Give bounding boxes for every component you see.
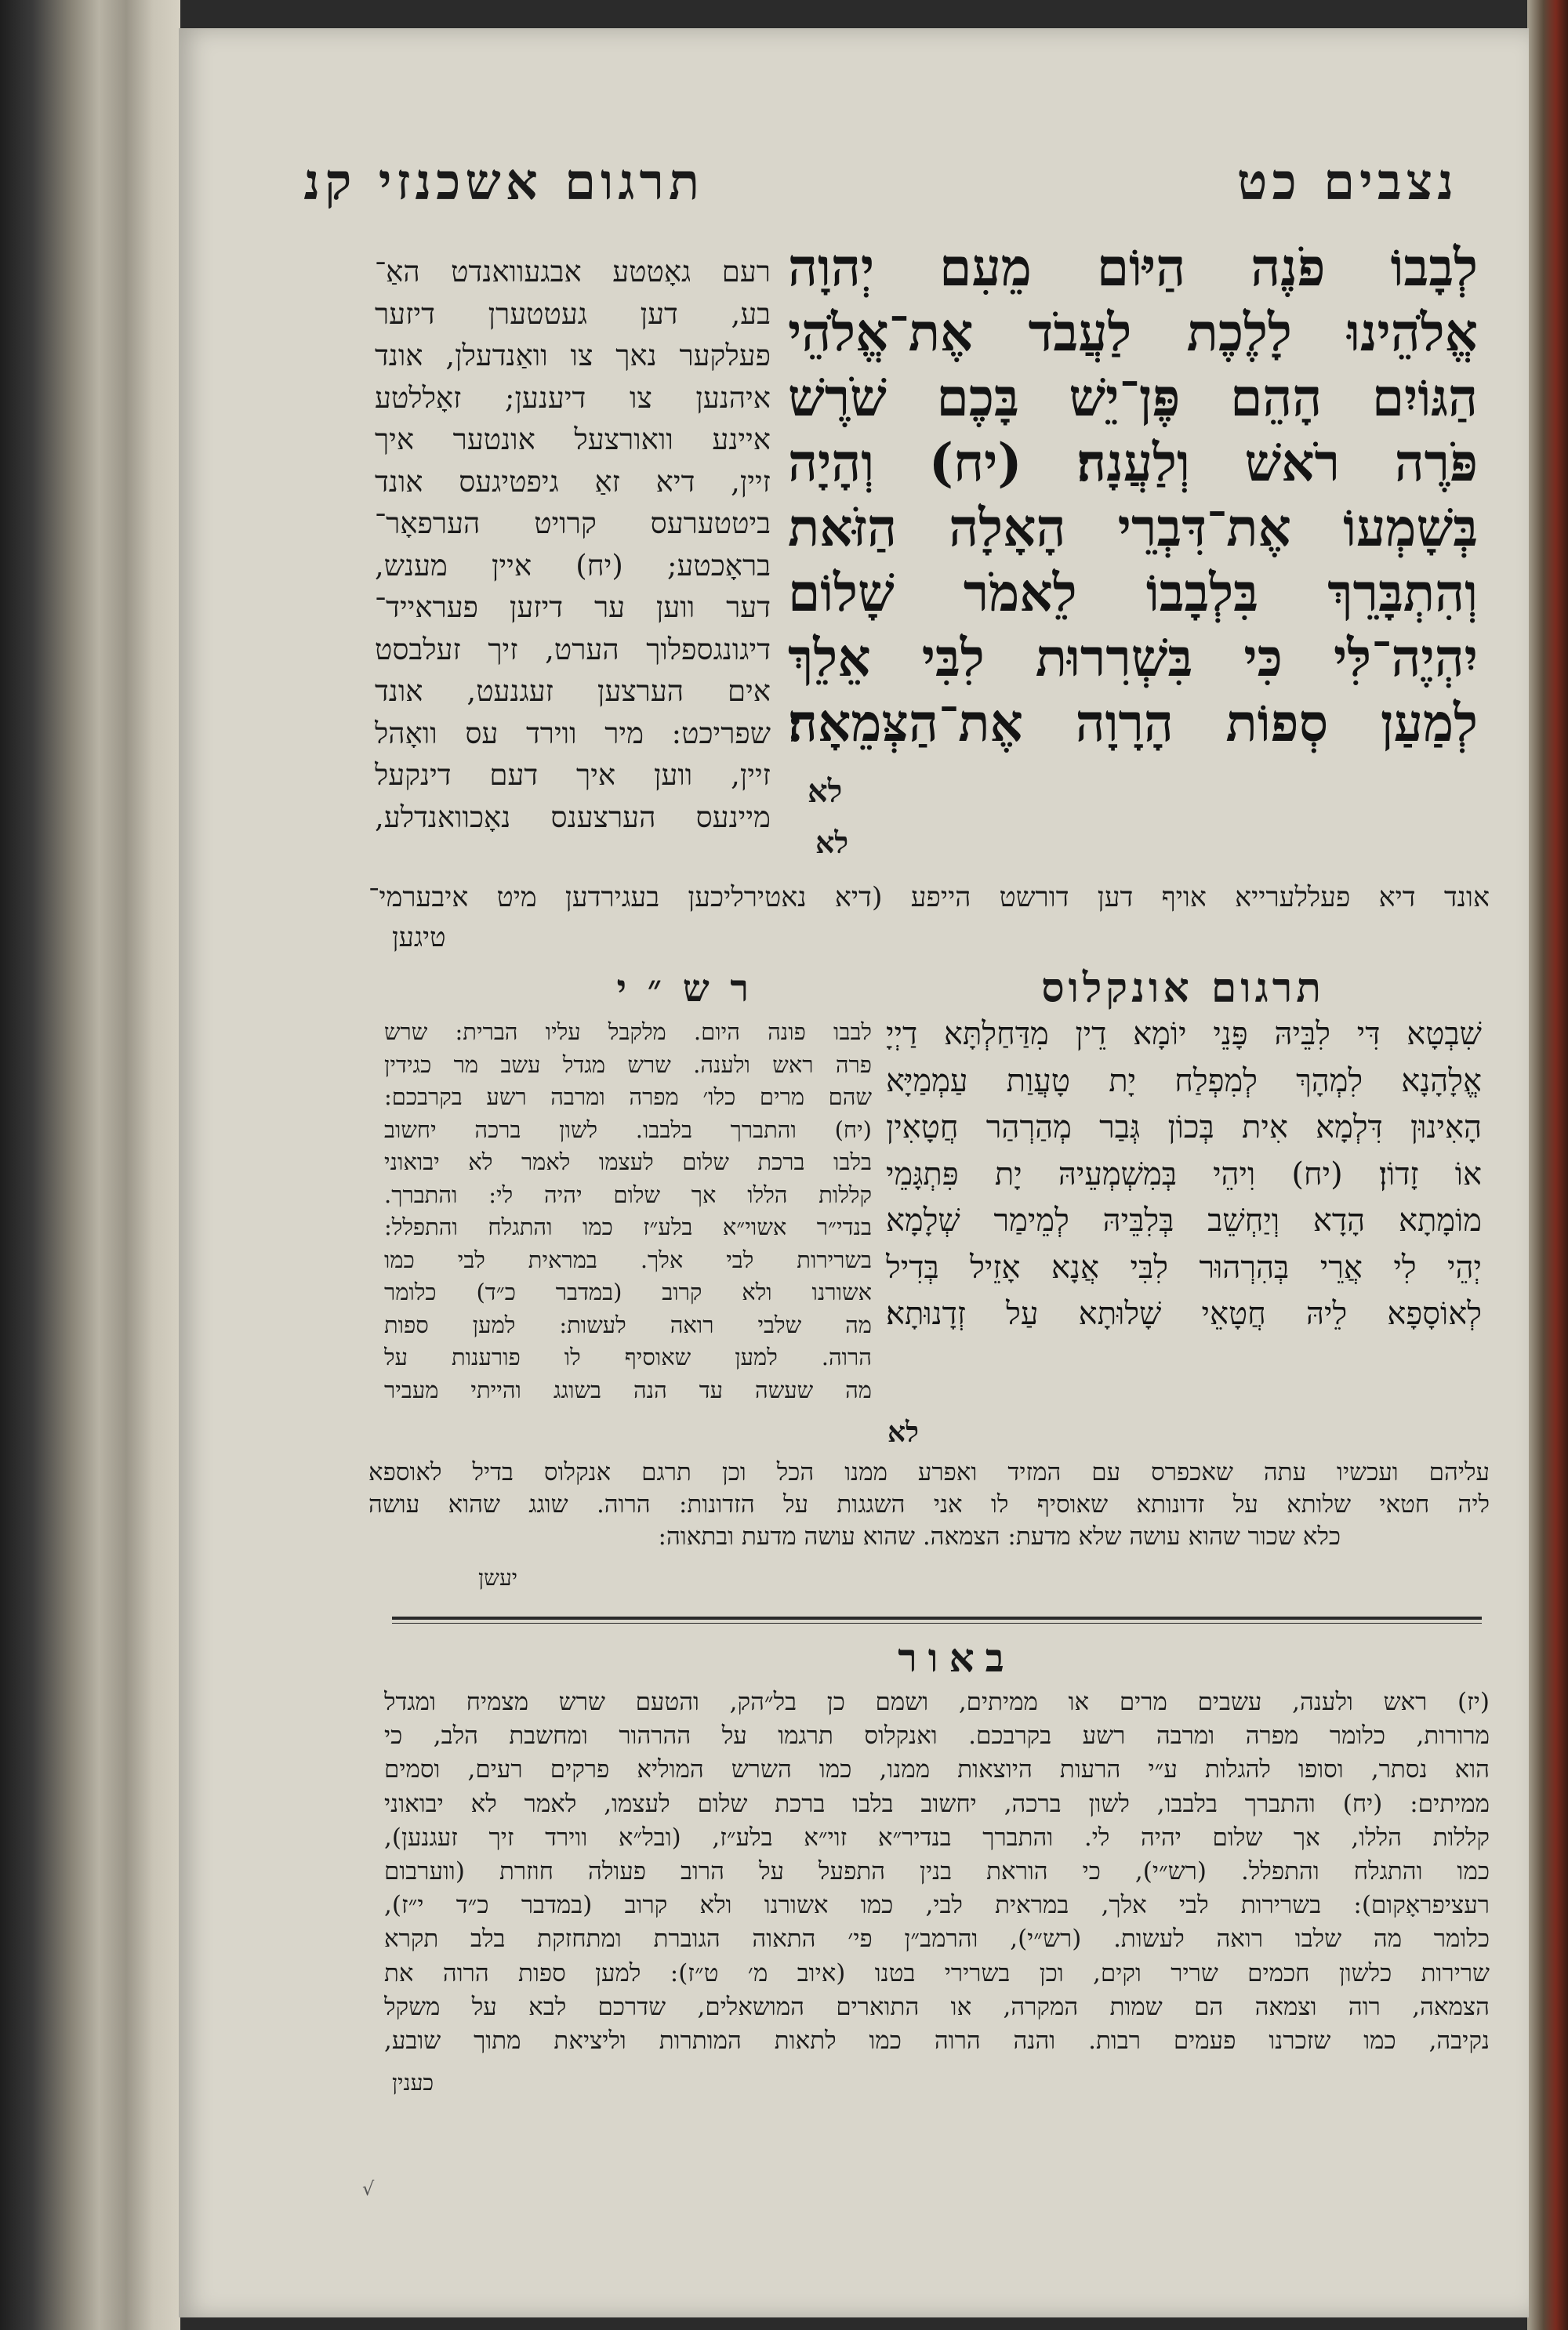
rashi-line: מה שלבי רואה לעשות: למען ספות xyxy=(384,1311,872,1338)
rashi-line: בשרירות לבי אלך. במראית לבי כמו xyxy=(384,1246,872,1273)
yiddish-full-width-line: אונד דיא פעללערייא אויף דען דורשט הייפע (דיא נאטירליכען בעגירדען מיט איבערמי־ xyxy=(368,882,1490,913)
rashi-line: מה שעשה עד הנה בשוגג והייתי מעביר xyxy=(384,1376,872,1403)
onkelos-line: הָאִינוּן דִּלְמָא אִית בְּכוֹן גְּבַר מְהַרְהַר חֲטָאִין xyxy=(886,1109,1482,1145)
header-targum-ashkenazi: תרגום אשכנזי קנ xyxy=(303,153,704,212)
onkelos-line: אוֹ זָדוֹן׃ (יח) וִיהֵי בְּמִשְׁמְעֵיהּ יָת פִּתְגָּמֵי xyxy=(886,1156,1482,1192)
rashi-cont-line: עליהם ועכשיו עתה שאכפרס עם המזיד ואפרע ממנו הכל וכן תרגם אנקלוס בדיל לאוספא xyxy=(368,1458,1490,1486)
book-page-edges-left xyxy=(0,0,180,2330)
biur-line: קללות הללו, אך שלום יהיה לי. והתברך בנדיר״א זוי״א בלע״ז, (ובל״א ווירד זיך זעגנען), xyxy=(384,1823,1490,1852)
onkelos-line: לְאוֹסָפָא לֵיהּ חֲטָאֵי שָׁלוּתָא עַל זְדָנוּתָא׃ xyxy=(886,1296,1482,1332)
yiddish-line: בע, דען געטטערן דיזער xyxy=(375,296,771,331)
rashi-cont-line: כלא שכור שהוא עושה שלא מדעת: הצמאה. שהוא עושה מדעת ובתאוה: xyxy=(658,1522,1341,1551)
biur-line: ממיתים: (יח) והתברך בלבבו, לשון ברכה, יחשוב בלבו ברכת שלום לעצמו, לאמר לא יבואוני xyxy=(384,1789,1490,1818)
yiddish-line: איינע וואורצעל אונטער איך xyxy=(375,423,771,456)
onkelos-line: שִׁבְטָא דִּי לִבֵּיהּ פָּנֵי יוֹמָא דֵין מִדַּחַלְתָּא דַיְיָ xyxy=(886,1016,1482,1052)
onkelos-title: תרגום אונקלוס xyxy=(1041,964,1325,1012)
biur-line: הוא נסתר, וסופו להגלות ע״י הרעות היוצאות ממנו, כמו השרש המוליא פרקים רעים, וסמים xyxy=(384,1755,1490,1784)
verse-line: לְבָבוֹ פֹנֶה הַיּוֹם מֵעִם יְהוָה xyxy=(788,237,1478,298)
rashi-line: פרה ראש ולענה. שרש מגדל עשב מר כגידין xyxy=(384,1051,872,1078)
verse-line: לְמַעַן סְפוֹת הָרָוָה אֶת־הַצְּמֵאָה׃ xyxy=(788,692,1478,753)
biur-line: כלומר מה שלבו רואה לעשות. (רש״י), והרמב״ן פי׳ התאוה הגוברת ומתחזקת בלב תקרא xyxy=(384,1925,1490,1954)
rashi-last-word: יעשן xyxy=(478,1565,518,1591)
yiddish-line: אים הערצען זעגנעט, אונד xyxy=(375,674,771,708)
biur-line: הצמאה, רוה וצמאה הם שמות המקרה, או התוארים המושאלים, שדרכם לבא על משקל xyxy=(384,1992,1490,2021)
biur-line: (יז) ראש ולענה, עשבים מרים או ממיתים, ושמם כן בל״הק, והטעם שרש מצמיח ומגדל xyxy=(384,1688,1490,1716)
yiddish-catchword: לא xyxy=(815,825,849,860)
rashi-line: (יח) והתברך בלבבו. לשון ברכה יחשוב xyxy=(384,1116,872,1143)
yiddish-translation xyxy=(375,251,771,838)
yiddish-last-word: טיגען xyxy=(392,922,446,953)
torah-verse-text xyxy=(788,235,1478,756)
onkelos-text xyxy=(886,1011,1482,1338)
yiddish-line: פעלקער נאך צו וואַנדעלן, אונד xyxy=(375,339,771,372)
biur-catchword: כענין xyxy=(392,2070,434,2096)
verse-line: יִהְיֶה־לִּי כִּי בִּשְׁרִרוּת לִבִּי אֵלֵךְ xyxy=(788,627,1478,688)
rashi-line: בלבו ברכת שלום לעצמו לאמר לא יבואוני xyxy=(384,1149,872,1175)
yiddish-line: שפריכט: מיר ווירד עס וואָהל xyxy=(375,716,771,750)
yiddish-line: זיין, דיא זאַ גיפטיגעס אונד xyxy=(375,464,771,499)
onkelos-catchword: לא xyxy=(887,1416,919,1449)
rashi-line: הרוה. למען שאוסיף לו פורענות על xyxy=(384,1344,872,1370)
rashi-line: בנדי״ר אשוי״א בלע״ז כמו והתגלח והתפלל: xyxy=(384,1214,872,1240)
header-parasha-chapter: נצבים כט xyxy=(1236,153,1458,212)
rashi-continuation xyxy=(368,1457,1490,1553)
biur-line: מרורות, כלומר מפרה ומרבה רשע בקרבכם. ואנקלוס תרגמו על ההרהור ומחשבת הלב, כי xyxy=(384,1722,1490,1751)
section-divider xyxy=(392,1617,1482,1620)
rashi-cont-line: ליה חטאי שלותא על זדונותא שאוסיף לו אני השגגות על הזדונות: הרוה. שוגג שהוא עושה xyxy=(368,1490,1490,1519)
verse-line: פֹּרֶה רֹאשׁ וְלַעֲנָה׃ (יח) וְהָיָה xyxy=(788,432,1478,493)
rashi-title: ר ש ״ י xyxy=(616,967,753,1011)
margin-mark: √ xyxy=(362,2178,375,2200)
yiddish-line: איהנען צו דיענען; זאָללטע xyxy=(375,380,771,415)
verse-line: הַגּוֹיִם הָהֵם פֶּן־יֵשׁ בָּכֶם שֹׁרֶשׁ xyxy=(788,367,1478,428)
biur-line: רעציפראָקום): בשרירות לבי אלך, במראית לבי, כמו אשורנו ולא קרוב (במדבר כ״ד י״ז), xyxy=(384,1891,1490,1920)
rashi-text xyxy=(384,1016,872,1406)
biur-line: נקיבה, כמו שזכרנו פעמים רבות. והנה הרוה כמו לתאות המותרות וליציאת מתוך שובע, xyxy=(384,2027,1490,2056)
rashi-line: קללות הללו אך שלום יהיה לי: והתברך. xyxy=(384,1181,872,1208)
rashi-line: שהם מרים כלו׳ מפרה ומרבה רשע בקרבכם: xyxy=(384,1083,872,1110)
yiddish-line: דיגונגספלוך הערט, זיך זעלבסט xyxy=(375,632,771,666)
book-binding-edge-right xyxy=(1527,0,1568,2330)
onkelos-line: מוֹמָתָא הָדָא וְיַחְשֵׁב בְּלִבֵּיהּ לְמֵימַר שְׁלָמָא xyxy=(886,1203,1482,1239)
yiddish-line: זיין, ווען איך דעם דינקעל xyxy=(375,758,771,792)
yiddish-line: בראָכטע; (יח) איין מענש, xyxy=(375,548,771,582)
biur-title: באור xyxy=(898,1635,1015,1681)
onkelos-line: יְהֵי לִי אֲרֵי בְּהִרְהוּר לִבִּי אֲנָא אָזֵיל בְּדִיל xyxy=(886,1249,1482,1286)
biur-line: כמו והתגלח והתפלל. (רש״י), כי הוראת בנין התפעל על הרוב פעולה חוזרת (ווערבום xyxy=(384,1857,1490,1886)
yiddish-line: רעם גאָטטע אבגעוואנדט האַ־ xyxy=(375,255,771,289)
biur-text xyxy=(384,1686,1490,2058)
verse-catchword: לא xyxy=(808,773,843,810)
verse-line: וְהִתְבָּרֵךְ בִּלְבָבוֹ לֵאמֹר שָׁלוֹם xyxy=(788,562,1478,623)
section-divider-thin xyxy=(392,1623,1482,1624)
yiddish-line: ביטטערעס קרויט הערפאָר־ xyxy=(375,506,771,540)
biur-line: שרירות כלשון חכמים שריר וקים, וכן בשרירי בטנו (איוב מ׳ ט״ז): למען ספות הרוה את xyxy=(384,1958,1490,1987)
onkelos-line: אֱלָהָנָא לִמְהָךְ לְמִפְלַח יָת טָעֲוַת עַמְמַיָּא xyxy=(886,1062,1482,1099)
yiddish-line: דער ווען ער דיזען פעראייד־ xyxy=(375,590,771,624)
yiddish-line: מיינעס הערצענס נאָכוואנדלע, xyxy=(375,800,771,834)
verse-line: אֱלֹהֵינוּ לָלֶכֶת לַעֲבֹד אֶת־אֱלֹהֵי xyxy=(788,302,1478,363)
rashi-line: לבבו פונה היום. מלקבל עליו הברית: שרש xyxy=(384,1018,872,1045)
rashi-line: אשורנו ולא קרוב (במדבר כ״ד) כלומר xyxy=(384,1279,872,1305)
verse-line: בְּשָׁמְעוֹ אֶת־דִּבְרֵי הָאָלָה הַזֹּאת xyxy=(788,497,1478,558)
